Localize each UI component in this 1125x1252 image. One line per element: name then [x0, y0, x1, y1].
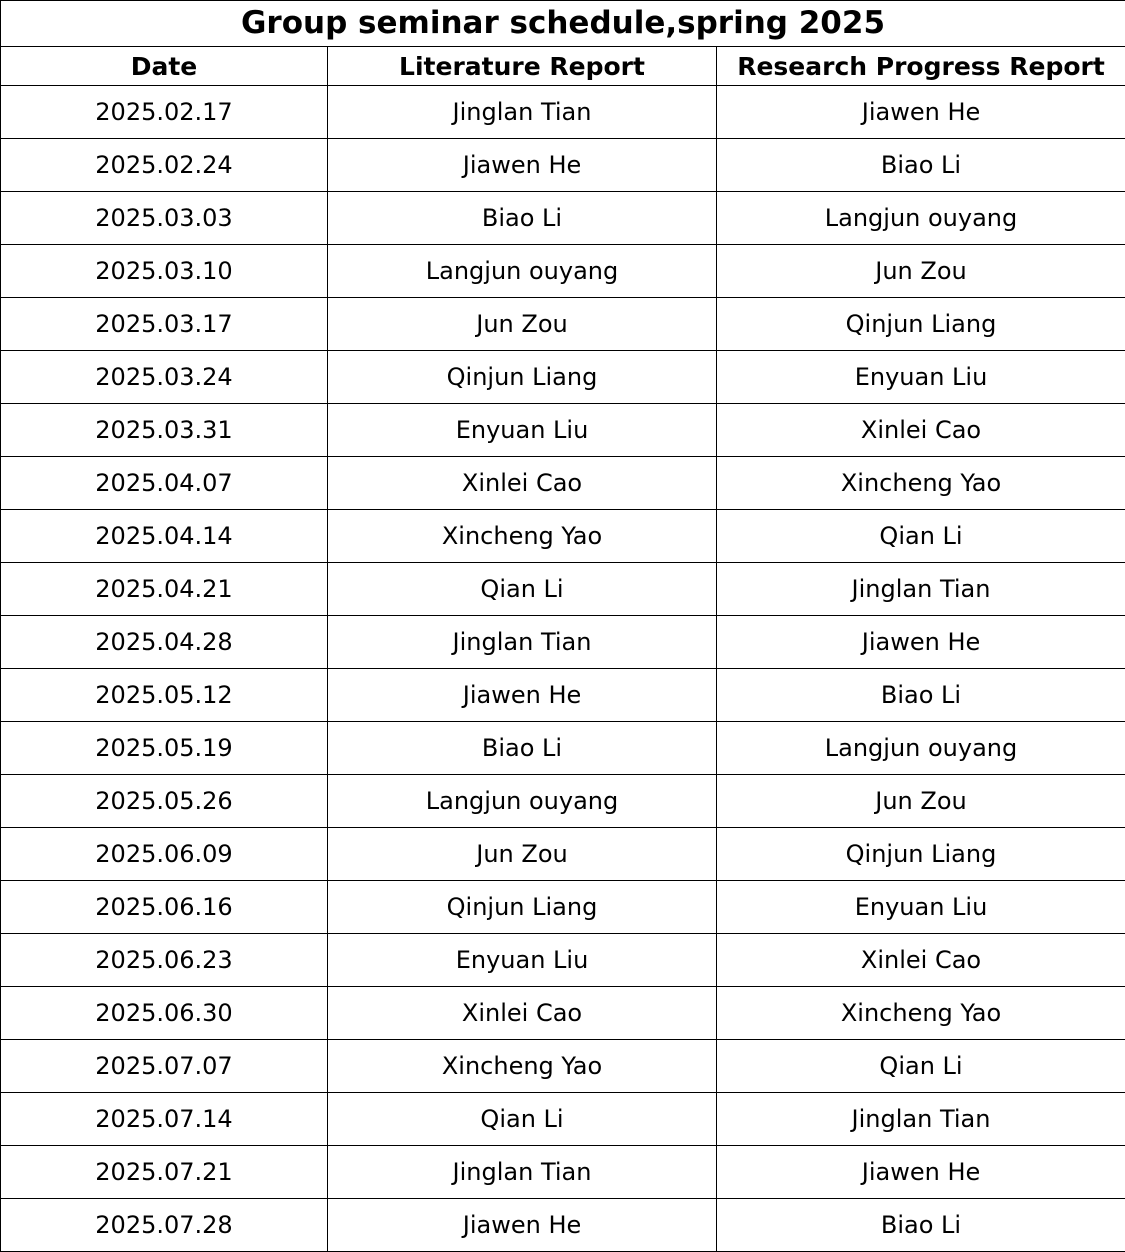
research-progress-report-cell: Xincheng Yao — [717, 987, 1125, 1040]
table-row — [1, 404, 1125, 457]
literature-report-cell: Jiawen He — [328, 1199, 717, 1252]
research-progress-report-cell: Qian Li — [717, 1040, 1125, 1093]
literature-report-cell: Enyuan Liu — [328, 934, 717, 987]
research-progress-report-cell: Jinglan Tian — [717, 563, 1125, 616]
date-cell: 2025.06.30 — [1, 987, 328, 1040]
research-progress-report-cell: Biao Li — [717, 139, 1125, 192]
date-cell: 2025.03.24 — [1, 351, 328, 404]
table-row — [1, 987, 1125, 1040]
research-progress-report-cell: Langjun ouyang — [717, 722, 1125, 775]
table-row — [1, 934, 1125, 987]
research-progress-report-cell: Jiawen He — [717, 616, 1125, 669]
date-cell: 2025.03.31 — [1, 404, 328, 457]
date-cell: 2025.04.14 — [1, 510, 328, 563]
table-row — [1, 1040, 1125, 1093]
research-progress-report-cell: Xinlei Cao — [717, 934, 1125, 987]
research-progress-report-cell: Langjun ouyang — [717, 192, 1125, 245]
table-row — [1, 881, 1125, 934]
table-row — [1, 669, 1125, 722]
literature-report-cell: Biao Li — [328, 192, 717, 245]
date-cell: 2025.05.12 — [1, 669, 328, 722]
research-progress-report-cell: Jiawen He — [717, 1146, 1125, 1199]
table-row — [1, 298, 1125, 351]
literature-report-cell: Enyuan Liu — [328, 404, 717, 457]
table-row — [1, 1093, 1125, 1146]
literature-report-cell: Xincheng Yao — [328, 510, 717, 563]
literature-report-cell: Xincheng Yao — [328, 1040, 717, 1093]
table-title: Group seminar schedule,spring 2025 — [1, 1, 1125, 47]
literature-report-cell: Xinlei Cao — [328, 457, 717, 510]
date-cell: 2025.07.14 — [1, 1093, 328, 1146]
date-cell: 2025.03.10 — [1, 245, 328, 298]
literature-report-cell: Langjun ouyang — [328, 775, 717, 828]
table-row — [1, 86, 1125, 139]
literature-report-cell: Jiawen He — [328, 669, 717, 722]
table-row — [1, 192, 1125, 245]
research-progress-report-cell: Qian Li — [717, 510, 1125, 563]
literature-report-cell: Qian Li — [328, 1093, 717, 1146]
literature-report-cell: Langjun ouyang — [328, 245, 717, 298]
literature-report-cell: Jun Zou — [328, 828, 717, 881]
date-cell: 2025.07.28 — [1, 1199, 328, 1252]
date-cell: 2025.02.17 — [1, 86, 328, 139]
table-row — [1, 245, 1125, 298]
research-progress-report-cell: Biao Li — [717, 669, 1125, 722]
research-progress-report-cell: Jun Zou — [717, 775, 1125, 828]
literature-report-cell: Jinglan Tian — [328, 616, 717, 669]
date-cell: 2025.06.23 — [1, 934, 328, 987]
date-cell: 2025.06.16 — [1, 881, 328, 934]
table-row — [1, 775, 1125, 828]
literature-report-cell: Jinglan Tian — [328, 1146, 717, 1199]
table-row — [1, 616, 1125, 669]
research-progress-report-cell: Enyuan Liu — [717, 351, 1125, 404]
date-cell: 2025.05.26 — [1, 775, 328, 828]
date-cell: 2025.03.03 — [1, 192, 328, 245]
literature-report-cell: Jun Zou — [328, 298, 717, 351]
date-cell: 2025.05.19 — [1, 722, 328, 775]
literature-report-cell: Jinglan Tian — [328, 86, 717, 139]
research-progress-report-cell: Xincheng Yao — [717, 457, 1125, 510]
date-cell: 2025.07.07 — [1, 1040, 328, 1093]
table-row — [1, 1146, 1125, 1199]
research-progress-report-cell: Biao Li — [717, 1199, 1125, 1252]
date-cell: 2025.04.07 — [1, 457, 328, 510]
table-row — [1, 828, 1125, 881]
column-header-date: Date — [1, 47, 328, 86]
research-progress-report-cell: Qinjun Liang — [717, 828, 1125, 881]
column-header-literature-report: Literature Report — [328, 47, 717, 86]
literature-report-cell: Qian Li — [328, 563, 717, 616]
research-progress-report-cell: Enyuan Liu — [717, 881, 1125, 934]
literature-report-cell: Qinjun Liang — [328, 881, 717, 934]
column-header-research-progress-report: Research Progress Report — [717, 47, 1125, 86]
literature-report-cell: Jiawen He — [328, 139, 717, 192]
table-row — [1, 563, 1125, 616]
table-row — [1, 1199, 1125, 1252]
research-progress-report-cell: Qinjun Liang — [717, 298, 1125, 351]
date-cell: 2025.07.21 — [1, 1146, 328, 1199]
date-cell: 2025.03.17 — [1, 298, 328, 351]
research-progress-report-cell: Jun Zou — [717, 245, 1125, 298]
table-row — [1, 722, 1125, 775]
title-row — [1, 1, 1125, 47]
research-progress-report-cell: Jiawen He — [717, 86, 1125, 139]
table-row — [1, 351, 1125, 404]
date-cell: 2025.04.21 — [1, 563, 328, 616]
literature-report-cell: Xinlei Cao — [328, 987, 717, 1040]
table-row — [1, 510, 1125, 563]
date-cell: 2025.02.24 — [1, 139, 328, 192]
table-row — [1, 139, 1125, 192]
table-row — [1, 457, 1125, 510]
header-row — [1, 47, 1125, 86]
research-progress-report-cell: Xinlei Cao — [717, 404, 1125, 457]
literature-report-cell: Biao Li — [328, 722, 717, 775]
literature-report-cell: Qinjun Liang — [328, 351, 717, 404]
research-progress-report-cell: Jinglan Tian — [717, 1093, 1125, 1146]
date-cell: 2025.04.28 — [1, 616, 328, 669]
date-cell: 2025.06.09 — [1, 828, 328, 881]
schedule-body — [1, 86, 1125, 1252]
